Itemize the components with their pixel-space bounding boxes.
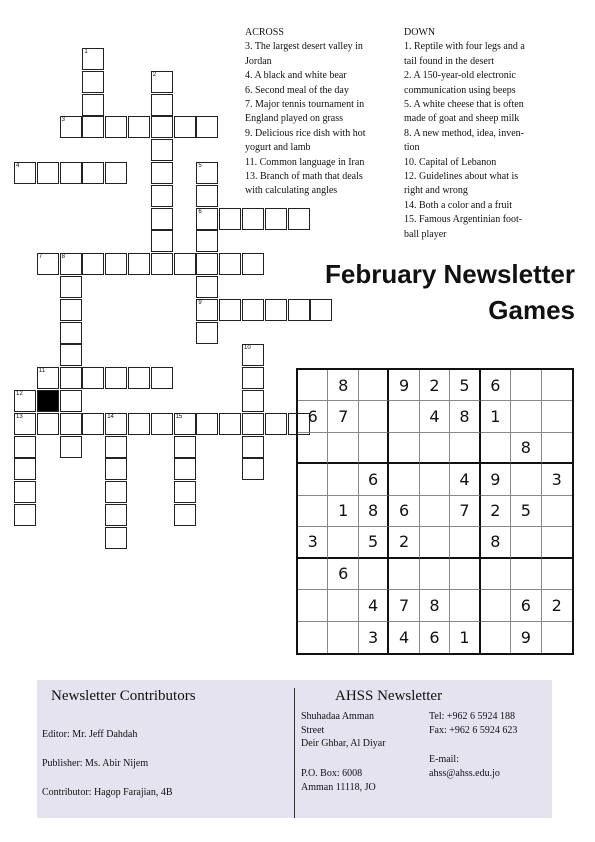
crossword-cell[interactable] <box>196 299 218 321</box>
crossword-cell[interactable] <box>128 253 150 275</box>
down-clue: 1. Reptile with four legs and a <box>404 41 525 53</box>
footer <box>37 680 552 818</box>
sudoku-cell: 6 <box>389 496 419 527</box>
across-clue: Jordan <box>245 55 272 67</box>
sudoku-cell[interactable] <box>420 433 450 464</box>
crossword-cell[interactable] <box>242 299 264 321</box>
clue-number: 5 <box>198 163 202 169</box>
down-clue: communication using beeps <box>404 84 516 96</box>
publisher-line: Publisher: Ms. Abir Nijem <box>42 758 149 769</box>
crossword-cell[interactable] <box>265 299 287 321</box>
sudoku-cell[interactable] <box>450 590 480 621</box>
crossword-cell[interactable] <box>105 367 127 389</box>
contributors-heading: Newsletter Contributors <box>51 688 196 704</box>
clue-number: 1 <box>84 49 88 55</box>
crossword-cell[interactable] <box>105 481 127 503</box>
crossword-cell[interactable] <box>14 458 36 480</box>
clue-number: 8 <box>61 254 65 261</box>
sudoku-cell[interactable] <box>542 433 572 464</box>
crossword-cell[interactable] <box>82 94 104 116</box>
phone-number: Tel: +962 6 5924 188 <box>429 711 516 722</box>
crossword-cell[interactable] <box>219 299 241 321</box>
sudoku-cell: 4 <box>359 590 389 621</box>
sudoku-cell: 8 <box>328 370 358 401</box>
crossword-cell[interactable] <box>174 436 196 458</box>
crossword-cell[interactable] <box>151 230 173 252</box>
crossword-cell[interactable] <box>242 253 264 275</box>
sudoku-cell[interactable] <box>389 559 419 590</box>
crossword-cell[interactable] <box>82 367 104 389</box>
sudoku-cell[interactable] <box>298 559 328 590</box>
crossword-cell[interactable] <box>105 413 127 435</box>
crossword-cell[interactable] <box>60 299 82 321</box>
sudoku-cell: 2 <box>542 590 572 621</box>
clue-number: 15 <box>175 413 183 420</box>
sudoku-cell[interactable] <box>328 433 358 464</box>
sudoku-cell: 8 <box>481 527 511 558</box>
crossword-cell[interactable] <box>60 322 82 344</box>
crossword-cell[interactable] <box>128 413 150 435</box>
crossword-cell[interactable] <box>242 390 264 412</box>
title-line-2: Games <box>488 295 575 325</box>
crossword-cell[interactable] <box>37 162 59 184</box>
crossword-cell[interactable] <box>14 481 36 503</box>
across-clue: 11. Common language in Iran <box>245 156 365 168</box>
down-clue: 5. A white cheese that is often <box>404 99 524 111</box>
crossword-cell[interactable] <box>60 253 82 275</box>
sudoku-cell[interactable] <box>542 622 572 653</box>
crossword-cell[interactable] <box>105 458 127 480</box>
crossword-cell[interactable] <box>105 162 127 184</box>
across-clue: 7. Major tennis tournament in <box>245 99 365 111</box>
crossword-cell[interactable] <box>196 276 218 298</box>
sudoku-grid <box>296 368 574 655</box>
down-clue: 14. Both a color and a fruit <box>404 199 513 211</box>
sudoku-cell[interactable] <box>298 433 328 464</box>
across-clue: England played on grass <box>245 113 344 125</box>
crossword-cell[interactable] <box>105 253 127 275</box>
across-clue: with calculating angles <box>245 185 338 197</box>
crossword-cell[interactable] <box>82 116 104 138</box>
city-line: Amman 11118, JO <box>301 781 376 793</box>
crossword-cell[interactable] <box>196 230 218 252</box>
crossword-cell[interactable] <box>105 436 127 458</box>
across-clues <box>245 26 395 199</box>
sudoku-cell[interactable] <box>328 527 358 558</box>
sudoku-cell[interactable] <box>359 370 389 401</box>
sudoku-cell[interactable] <box>298 622 328 653</box>
email-label: E-mail: <box>429 754 459 765</box>
sudoku-cell[interactable] <box>420 464 450 495</box>
across-clue: 9. Delicious rice dish with hot <box>245 127 366 139</box>
footer-divider <box>294 688 295 818</box>
down-clue: 2. A 150-year-old electronic <box>404 70 516 82</box>
crossword-cell[interactable] <box>196 116 218 138</box>
clue-number: 10 <box>244 345 251 352</box>
clue-number: 7 <box>38 254 43 261</box>
crossword-cell[interactable] <box>60 162 82 184</box>
across-clue: 6. Second meal of the day <box>245 84 349 96</box>
crossword-cell[interactable] <box>219 413 241 435</box>
sudoku-cell: 6 <box>420 622 450 653</box>
sudoku-cell: 4 <box>389 622 419 653</box>
crossword-cell[interactable] <box>37 253 59 275</box>
crossword-cell[interactable] <box>151 413 173 435</box>
sudoku-cell[interactable] <box>298 464 328 495</box>
sudoku-cell[interactable] <box>481 559 511 590</box>
sudoku-cell[interactable] <box>511 370 541 401</box>
newsletter-heading: AHSS Newsletter <box>335 688 443 704</box>
down-clue: tion <box>404 142 420 154</box>
crossword-cell[interactable] <box>37 367 59 389</box>
address-line: Street <box>301 724 325 736</box>
crossword-cell[interactable] <box>151 253 173 275</box>
down-clue: 12. Guidelines about what is <box>404 171 519 183</box>
crossword-cell[interactable] <box>60 413 82 435</box>
editor-line: Editor: Mr. Jeff Dahdah <box>42 729 138 740</box>
sudoku-cell: 5 <box>450 370 480 401</box>
sudoku-cell: 9 <box>481 464 511 495</box>
sudoku-cell[interactable] <box>389 401 419 432</box>
contributor-line: Contributor: Hagop Farajian, 4B <box>42 787 173 798</box>
crossword-cell[interactable] <box>174 481 196 503</box>
clue-number: 3 <box>61 117 65 124</box>
sudoku-cell[interactable] <box>328 464 358 495</box>
sudoku-cell: 6 <box>481 370 511 401</box>
sudoku-cell[interactable] <box>420 527 450 558</box>
across-heading: ACROSS <box>245 27 284 38</box>
sudoku-cell[interactable] <box>542 496 572 527</box>
sudoku-cell[interactable] <box>359 433 389 464</box>
crossword-cell[interactable] <box>174 116 196 138</box>
sudoku-cell[interactable] <box>298 590 328 621</box>
title-line-1: February Newsletter <box>325 259 575 289</box>
sudoku-cell[interactable] <box>450 559 480 590</box>
crossword-cell[interactable] <box>60 367 82 389</box>
crossword-cell[interactable] <box>265 208 287 230</box>
crossword-cell[interactable] <box>82 48 104 70</box>
crossword-cell[interactable] <box>60 344 82 366</box>
sudoku-cell[interactable] <box>542 401 572 432</box>
crossword-cell[interactable] <box>105 504 127 526</box>
sudoku-cell[interactable] <box>481 590 511 621</box>
crossword-cell[interactable] <box>151 162 173 184</box>
across-clue: 4. A black and white bear <box>245 70 347 82</box>
clue-number: 9 <box>198 299 202 306</box>
crossword-cell[interactable] <box>174 504 196 526</box>
crossword-cell[interactable] <box>242 344 264 366</box>
down-clue: 8. A new method, idea, inven- <box>404 127 524 139</box>
fax-number: Fax: +962 6 5924 623 <box>429 724 518 736</box>
sudoku-cell[interactable] <box>511 401 541 432</box>
address-line: Shuhadaa Amman <box>301 711 375 722</box>
address-line: Deir Ghbar, Al Diyar <box>301 738 386 749</box>
crossword-cell[interactable] <box>196 253 218 275</box>
crossword-cell[interactable] <box>196 413 218 435</box>
sudoku-cell: 9 <box>511 622 541 653</box>
down-clue: 15. Famous Argentinian foot- <box>404 214 523 226</box>
crossword-cell[interactable] <box>105 527 127 549</box>
sudoku-cell[interactable] <box>420 496 450 527</box>
sudoku-cell[interactable] <box>542 559 572 590</box>
crossword-cell[interactable] <box>174 458 196 480</box>
email-address: ahss@ahss.edu.jo <box>429 767 500 779</box>
sudoku-cell[interactable] <box>389 433 419 464</box>
sudoku-cell[interactable] <box>328 622 358 653</box>
sudoku-cell: 4 <box>420 401 450 432</box>
crossword-cell[interactable] <box>219 208 241 230</box>
crossword-cell[interactable] <box>14 162 36 184</box>
sudoku-cell[interactable] <box>420 559 450 590</box>
sudoku-cell[interactable] <box>511 559 541 590</box>
sudoku-cell[interactable] <box>328 590 358 621</box>
crossword-black-cell <box>37 390 59 412</box>
crossword-cell[interactable] <box>60 276 82 298</box>
down-clue: 10. Capital of Lebanon <box>404 156 497 168</box>
crossword-cell[interactable] <box>196 322 218 344</box>
crossword-cell[interactable] <box>151 116 173 138</box>
crossword-cell[interactable] <box>82 253 104 275</box>
crossword-cell[interactable] <box>310 299 332 321</box>
crossword-cell[interactable] <box>151 94 173 116</box>
clue-number: 6 <box>198 208 202 215</box>
sudoku-cell: 3 <box>298 527 328 558</box>
crossword-cell[interactable] <box>174 413 196 435</box>
crossword-cell[interactable] <box>60 436 82 458</box>
sudoku-cell: 9 <box>389 370 419 401</box>
crossword-cell[interactable] <box>265 413 287 435</box>
sudoku-cell: 6 <box>359 464 389 495</box>
clue-number: 11 <box>38 368 46 375</box>
sudoku-cell[interactable] <box>511 464 541 495</box>
crossword-cell[interactable] <box>242 436 264 458</box>
crossword-cell[interactable] <box>14 504 36 526</box>
sudoku-cell: 8 <box>511 433 541 464</box>
crossword-cell[interactable] <box>60 116 82 138</box>
down-clues <box>404 26 554 242</box>
sudoku-cell[interactable] <box>481 622 511 653</box>
sudoku-cell: 7 <box>328 401 358 432</box>
sudoku-cell[interactable] <box>542 370 572 401</box>
clue-number: 2 <box>152 71 157 78</box>
crossword-cell[interactable] <box>151 71 173 93</box>
sudoku-cell: 7 <box>450 496 480 527</box>
crossword-cell[interactable] <box>242 458 264 480</box>
clue-number: 4 <box>16 163 20 169</box>
sudoku-cell: 3 <box>359 622 389 653</box>
crossword-cell[interactable] <box>174 253 196 275</box>
crossword-cell[interactable] <box>242 413 264 435</box>
crossword-cell[interactable] <box>82 71 104 93</box>
crossword-cell[interactable] <box>14 413 36 435</box>
crossword-cell[interactable] <box>151 367 173 389</box>
sudoku-cell: 7 <box>389 590 419 621</box>
sudoku-cell: 2 <box>389 527 419 558</box>
sudoku-cell: 8 <box>420 590 450 621</box>
sudoku-cell: 5 <box>359 527 389 558</box>
sudoku-cell: 3 <box>542 464 572 495</box>
crossword-cell[interactable] <box>196 208 218 230</box>
clue-number: 14 <box>107 413 114 420</box>
sudoku-cell[interactable] <box>359 401 389 432</box>
crossword-cell[interactable] <box>60 390 82 412</box>
across-clue: 3. The largest desert valley in <box>245 41 363 53</box>
down-clue: made of goat and sheep milk <box>404 113 520 125</box>
sudoku-cell: 6 <box>298 401 328 432</box>
down-clue: ball player <box>404 228 447 240</box>
crossword-cell[interactable] <box>219 253 241 275</box>
sudoku-cell: 8 <box>359 496 389 527</box>
sudoku-cell: 8 <box>450 401 480 432</box>
sudoku-cell: 2 <box>420 370 450 401</box>
crossword-cell[interactable] <box>196 162 218 184</box>
crossword-cell[interactable] <box>37 413 59 435</box>
across-clue: yogurt and lamb <box>245 142 311 154</box>
sudoku-cell: 1 <box>481 401 511 432</box>
across-clue: 13. Branch of math that deals <box>245 171 363 183</box>
crossword-cell[interactable] <box>151 139 173 161</box>
sudoku-cell: 5 <box>511 496 541 527</box>
crossword-cell[interactable] <box>151 185 173 207</box>
sudoku-cell[interactable] <box>298 370 328 401</box>
sudoku-cell[interactable] <box>511 527 541 558</box>
sudoku-cell[interactable] <box>481 433 511 464</box>
sudoku-cell: 6 <box>328 559 358 590</box>
crossword-cell[interactable] <box>128 116 150 138</box>
crossword-cell[interactable] <box>14 390 36 412</box>
crossword-cell[interactable] <box>288 208 310 230</box>
crossword-cell[interactable] <box>151 208 173 230</box>
crossword-cell[interactable] <box>82 162 104 184</box>
down-clue: right and wrong <box>404 185 468 197</box>
sudoku-cell[interactable] <box>542 527 572 558</box>
crossword-cell[interactable] <box>288 299 310 321</box>
sudoku-cell: 1 <box>328 496 358 527</box>
crossword-cell[interactable] <box>105 116 127 138</box>
clue-number: 12 <box>16 391 23 397</box>
sudoku-cell: 2 <box>481 496 511 527</box>
clue-number: 13 <box>16 413 23 420</box>
sudoku-cell[interactable] <box>298 496 328 527</box>
crossword-cell[interactable] <box>128 367 150 389</box>
sudoku-cell[interactable] <box>359 559 389 590</box>
sudoku-cell[interactable] <box>389 464 419 495</box>
down-clue: tail found in the desert <box>404 55 494 67</box>
sudoku-cell: 4 <box>450 464 480 495</box>
crossword-cell[interactable] <box>14 436 36 458</box>
crossword-cell[interactable] <box>196 185 218 207</box>
crossword-cell[interactable] <box>242 208 264 230</box>
crossword-cell[interactable] <box>242 367 264 389</box>
po-box: P.O. Box: 6008 <box>301 768 363 779</box>
sudoku-cell[interactable] <box>450 527 480 558</box>
sudoku-cell: 6 <box>511 590 541 621</box>
page-title <box>325 256 575 328</box>
sudoku-cell: 1 <box>450 622 480 653</box>
sudoku-cell[interactable] <box>450 433 480 464</box>
crossword-cell[interactable] <box>82 413 104 435</box>
down-heading: DOWN <box>404 27 436 38</box>
